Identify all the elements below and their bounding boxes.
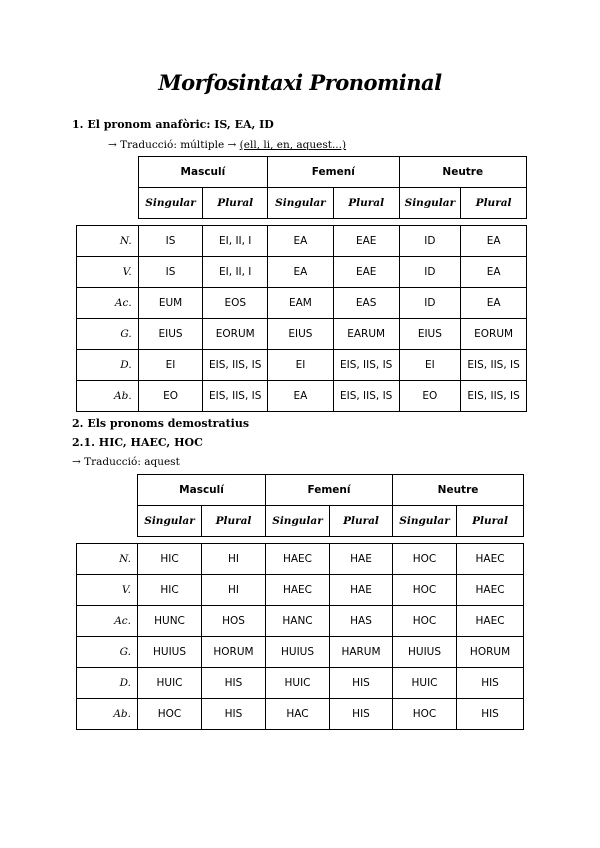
table-row (77, 288, 527, 319)
form-cell: HORUM (202, 637, 266, 668)
form-cell: EA (268, 257, 334, 288)
table-spacer (77, 537, 524, 544)
form-cell: HUIUS (138, 637, 202, 668)
form-cell: EA (461, 226, 527, 257)
form-cell: HIS (202, 668, 266, 699)
form-cell: HAEC (266, 544, 330, 575)
gender-header-masculine: Masculí (138, 157, 267, 188)
form-cell: HUIC (393, 668, 457, 699)
form-cell: HI (202, 544, 266, 575)
form-cell: HAEC (457, 575, 524, 606)
table-row (77, 319, 527, 350)
form-cell: HIS (330, 668, 393, 699)
table-row (77, 226, 527, 257)
form-cell: HANC (266, 606, 330, 637)
form-cell: EARUM (333, 319, 399, 350)
form-cell: ID (399, 257, 461, 288)
number-header: Plural (330, 506, 393, 537)
case-label: N. (77, 544, 138, 575)
form-cell: EIUS (268, 319, 334, 350)
form-cell: EIS, IIS, IS (203, 381, 268, 412)
form-cell: EAS (333, 288, 399, 319)
gender-header-feminine: Femení (266, 475, 393, 506)
table-row (77, 257, 527, 288)
form-cell: EA (268, 381, 334, 412)
table-row (77, 699, 524, 730)
form-cell: HOC (393, 606, 457, 637)
form-cell: EA (461, 257, 527, 288)
form-cell: HOS (202, 606, 266, 637)
form-cell: IS (138, 257, 203, 288)
form-cell: HI (202, 575, 266, 606)
form-cell: EI, II, I (203, 257, 268, 288)
declension-table-hic-haec-hoc (76, 474, 524, 730)
form-cell: EI, II, I (203, 226, 268, 257)
form-cell: EIS, IIS, IS (461, 381, 527, 412)
section-1-heading: 1. El pronom anafòric: IS, EA, ID (72, 118, 274, 131)
form-cell: HAS (330, 606, 393, 637)
form-cell: EIS, IIS, IS (333, 381, 399, 412)
section-2-note: → Traducció: aquest (72, 456, 180, 468)
section-1-note-link: (ell, li, en, aquest...) (239, 139, 347, 151)
section-2-heading: 2. Els pronoms demostratius (72, 417, 250, 430)
form-cell: HUIC (138, 668, 202, 699)
gender-header-neuter: Neutre (393, 475, 524, 506)
form-cell: HUIC (266, 668, 330, 699)
table-row (77, 575, 524, 606)
number-header: Singular (393, 506, 457, 537)
number-header: Plural (202, 506, 266, 537)
form-cell: EUM (138, 288, 203, 319)
case-label: G. (77, 319, 139, 350)
form-cell: EAE (333, 226, 399, 257)
form-cell: HIS (202, 699, 266, 730)
number-header: Singular (399, 188, 461, 219)
case-label: V. (77, 575, 138, 606)
form-cell: HORUM (457, 637, 524, 668)
form-cell: EI (399, 350, 461, 381)
form-cell: HAEC (457, 606, 524, 637)
form-cell: HAEC (266, 575, 330, 606)
form-cell: HARUM (330, 637, 393, 668)
form-cell: HIS (457, 668, 524, 699)
form-cell: ID (399, 288, 461, 319)
case-label: Ac. (77, 606, 138, 637)
form-cell: HAEC (457, 544, 524, 575)
form-cell: EORUM (461, 319, 527, 350)
table-row (77, 350, 527, 381)
case-label: N. (77, 226, 139, 257)
form-cell: EIS, IIS, IS (203, 350, 268, 381)
case-label: Ab. (77, 381, 139, 412)
form-cell: HOC (393, 544, 457, 575)
form-cell: EA (268, 226, 334, 257)
table-corner (77, 157, 139, 188)
form-cell: HUIUS (266, 637, 330, 668)
form-cell: EIS, IIS, IS (333, 350, 399, 381)
declension-table-is-ea-id (76, 156, 527, 412)
form-cell: EAE (333, 257, 399, 288)
section-1-note (108, 139, 346, 151)
form-cell: EOS (203, 288, 268, 319)
form-cell: EO (399, 381, 461, 412)
form-cell: EI (268, 350, 334, 381)
table-row (77, 606, 524, 637)
form-cell: HUNC (138, 606, 202, 637)
number-header: Plural (333, 188, 399, 219)
form-cell: HUIUS (393, 637, 457, 668)
number-header: Singular (266, 506, 330, 537)
form-cell: HAC (266, 699, 330, 730)
form-cell: HAE (330, 544, 393, 575)
form-cell: HIC (138, 544, 202, 575)
case-label: Ab. (77, 699, 138, 730)
table-spacer (77, 219, 527, 226)
form-cell: IS (138, 226, 203, 257)
table-corner (77, 475, 138, 506)
gender-header-masculine: Masculí (138, 475, 266, 506)
gender-header-neuter: Neutre (399, 157, 526, 188)
form-cell: HIS (457, 699, 524, 730)
table-corner (77, 506, 138, 537)
number-header: Singular (268, 188, 334, 219)
form-cell: EA (461, 288, 527, 319)
number-header: Singular (138, 188, 203, 219)
section-1-note-prefix: → Traducció: múltiple → (108, 139, 237, 151)
form-cell: HAE (330, 575, 393, 606)
table-row (77, 544, 524, 575)
number-header: Singular (138, 506, 202, 537)
number-header: Plural (457, 506, 524, 537)
form-cell: HOC (138, 699, 202, 730)
case-label: D. (77, 668, 138, 699)
table-row (77, 637, 524, 668)
table-row (77, 381, 527, 412)
form-cell: ID (399, 226, 461, 257)
form-cell: EORUM (203, 319, 268, 350)
form-cell: EI (138, 350, 203, 381)
gender-header-feminine: Femení (268, 157, 399, 188)
form-cell: EAM (268, 288, 334, 319)
form-cell: HOC (393, 575, 457, 606)
case-label: D. (77, 350, 139, 381)
case-label: G. (77, 637, 138, 668)
table-corner (77, 188, 139, 219)
form-cell: EIUS (399, 319, 461, 350)
page-title: Morfosintaxi Pronominal (158, 70, 442, 95)
case-label: Ac. (77, 288, 139, 319)
form-cell: EIS, IIS, IS (461, 350, 527, 381)
table-row (77, 668, 524, 699)
form-cell: HIC (138, 575, 202, 606)
section-2-1-heading: 2.1. HIC, HAEC, HOC (72, 436, 203, 449)
form-cell: HIS (330, 699, 393, 730)
number-header: Plural (203, 188, 268, 219)
case-label: V. (77, 257, 139, 288)
form-cell: EO (138, 381, 203, 412)
number-header: Plural (461, 188, 527, 219)
form-cell: EIUS (138, 319, 203, 350)
form-cell: HOC (393, 699, 457, 730)
